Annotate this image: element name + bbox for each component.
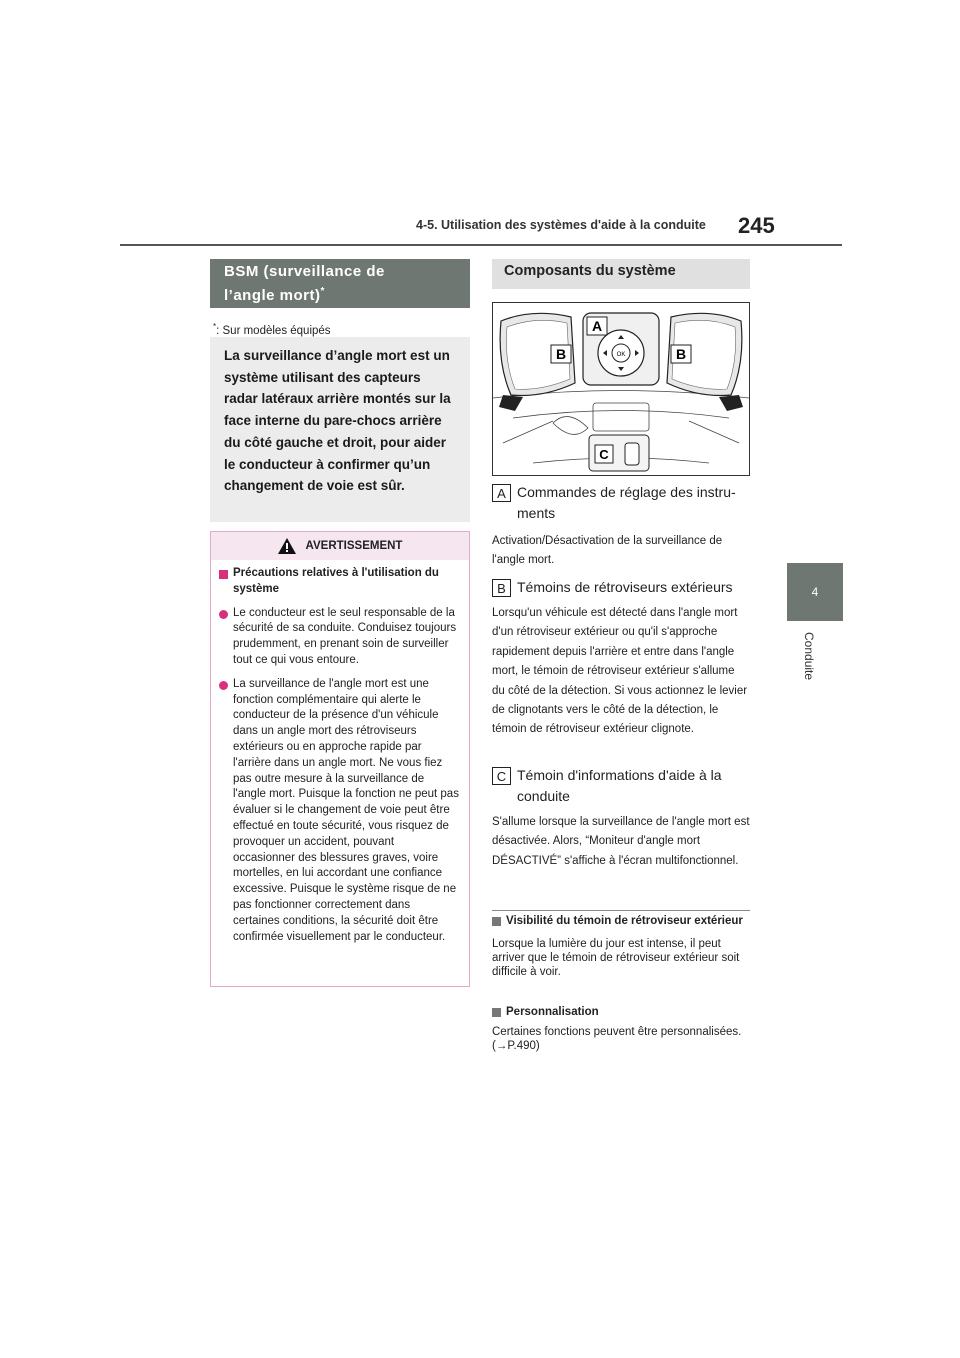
ok-button-text: OK xyxy=(616,352,626,358)
label-b-right xyxy=(671,345,691,363)
warning-item xyxy=(219,606,459,669)
cockpit-illustration xyxy=(493,303,749,475)
warning-subheading-text: Précautions relatives à l'utilisation du système xyxy=(233,567,439,595)
label-b-left xyxy=(551,345,571,363)
note-text[interactable]: Certaines fonctions peuvent être personnalisées. (→P.490) xyxy=(492,1026,742,1052)
note-text: Lorsque la lumière du jour est intense, il peut arriver que le témoin de rétroviseur extérieur soit difficile à voir. xyxy=(492,938,740,978)
models-footnote xyxy=(213,322,331,337)
warning-item xyxy=(219,677,459,946)
note-title: Personnalisation xyxy=(506,1006,599,1018)
footnote-mark: * xyxy=(213,322,217,331)
components-heading: Composants du système xyxy=(492,259,750,289)
component-desc: S'allume lorsque la surveillance de l'angle mort est désactivée. Alors, “Moniteur d'angle mort DÉSACTIVÉ” s'affiche à l'écran multifonctionnel. xyxy=(492,816,750,867)
footnote-text: : Sur modèles équipés xyxy=(216,324,331,337)
label-a xyxy=(587,317,607,335)
square-bullet-icon xyxy=(492,1008,501,1017)
component-a xyxy=(492,482,750,571)
component-badge: C xyxy=(492,767,511,785)
warning-item-text: Le conducteur est le seul responsable de la sécurité de sa conduite. Conduisez toujours prudemment, en prenant soin de surveiller tout ce qui vous entoure. xyxy=(233,606,457,666)
bsm-heading-line1: BSM (surveillance de xyxy=(224,263,385,280)
warning-header xyxy=(211,532,469,560)
component-badge: B xyxy=(492,579,511,597)
component-desc: Lorsqu'un véhicule est détecté dans l'angle mort d'un rétroviseur extérieur ou qu'il s'approche rapidement depuis l'arrière et entre dans l'angle mort, le témoin de rétroviseur extérieur s'allume du côté de la détection. Si vous actionnez le levier de clignotants vers le côté de la détection, le témoin de rétroviseur extérieur clignote. xyxy=(492,607,748,736)
label-b-text: B xyxy=(675,346,687,362)
header-rule xyxy=(120,244,842,246)
component-c xyxy=(492,765,750,871)
bsm-section-heading xyxy=(210,259,470,308)
component-badge: A xyxy=(492,484,511,502)
bsm-heading-mark: * xyxy=(320,286,325,297)
label-c-text: C xyxy=(599,447,609,462)
note-visibility xyxy=(492,914,750,979)
system-illustration xyxy=(492,302,750,476)
section-divider xyxy=(492,910,750,911)
component-title: Témoin d'informations d'aide à la conduite xyxy=(517,767,722,804)
note-customization xyxy=(492,1005,750,1053)
label-a-text: A xyxy=(591,318,603,334)
bsm-heading-line2: l’angle mort) xyxy=(224,287,321,304)
label-c xyxy=(589,435,649,471)
section-header-title: 4-5. Utilisation des systèmes d'aide à la conduite xyxy=(416,218,706,232)
warning-box xyxy=(210,531,470,987)
component-b xyxy=(492,577,750,740)
warning-title: AVERTISSEMENT xyxy=(305,540,403,552)
label-b-text: B xyxy=(555,346,567,362)
dot-bullet-icon xyxy=(219,681,228,690)
intro-box: La surveillance d’angle mort est un système utilisant des capteurs radar latéraux arrière montés sur la face interne du pare-chocs arrière du côté gauche et droit, pour aider le conducteur à confirmer qu’un changement de voie est sûr. xyxy=(210,337,470,522)
warning-item-text: La surveillance de l'angle mort est une fonction complémentaire qui alerte le conducteur de la présence d'un véhicule dans un angle mort des rétroviseurs extérieurs ou en approche rapide par l'arrière dans un angle mort. Ne vous fiez pas outre mesure à la surveillance de l'angle mort. Puisque la fonction ne peut pas évaluer si le changement de voie peut être effectué en toute sécurité, vous risquez de provoquer un accident, pouvant occasionner des blessures graves, voire mortelles, en lui accordant une confiance excessive. Puisque le système risque de ne pas fonctionner correctement dans certaines conditions, la sécurité doit être confirmée visuellement par le conducteur. xyxy=(233,677,459,943)
square-bullet-icon xyxy=(492,917,501,926)
chapter-tab-label: Conduite xyxy=(802,632,816,681)
note-title: Visibilité du témoin de rétroviseur extérieur xyxy=(506,915,743,927)
component-title: Témoins de rétroviseurs extérieurs xyxy=(517,579,733,595)
warning-body xyxy=(219,566,459,953)
dot-bullet-icon xyxy=(219,610,228,619)
square-bullet-icon xyxy=(219,570,228,579)
component-desc: Activation/Désactivation de la surveillance de l'angle mort. xyxy=(492,535,723,567)
warning-subheading xyxy=(219,566,459,598)
chapter-tab[interactable]: 4 xyxy=(787,563,843,621)
indicator-icon xyxy=(625,443,639,465)
page-number: 245 xyxy=(738,213,775,238)
warning-triangle-icon xyxy=(278,538,296,554)
component-title: Commandes de réglage des instru- ments xyxy=(517,484,736,521)
